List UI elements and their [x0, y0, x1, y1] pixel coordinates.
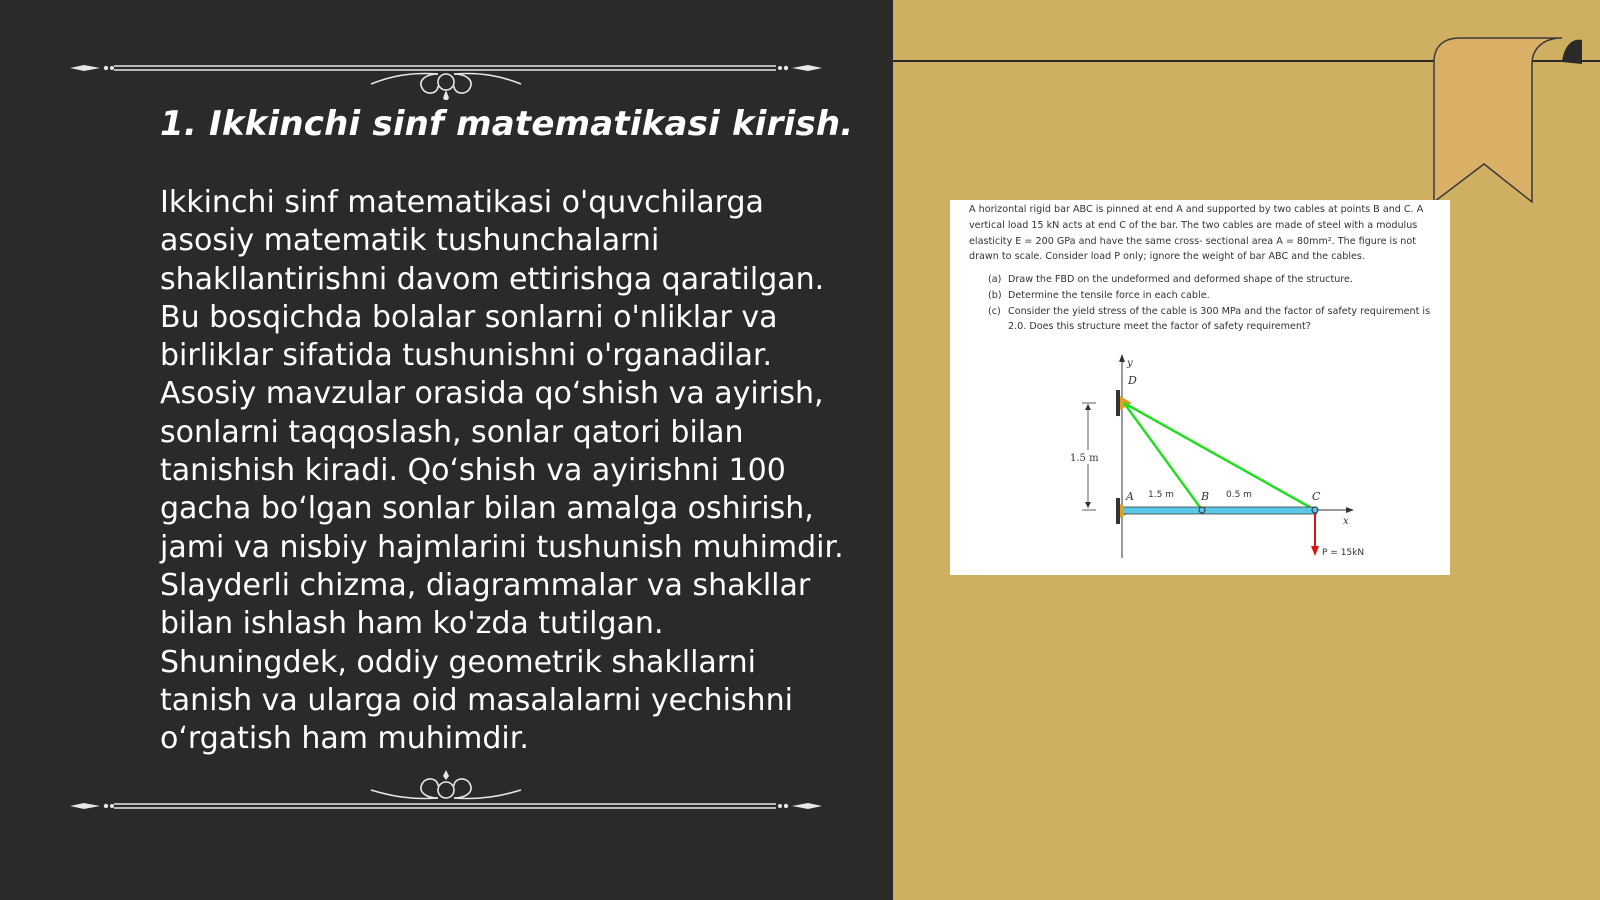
y-axis-label: y	[1127, 358, 1133, 369]
point-b-label: B	[1201, 490, 1210, 503]
load-label: P = 15kN	[1322, 548, 1365, 558]
slide-body-text: Ikkinchi sinf matematikasi o'quvchilarga asosiy matematik tushunchalarni shakllantirishni davom ettirishga qaratilgan. Bu bosqichda bolalar sonlarni o'nliklar va birliklar sifatida tushunishni o'rganadilar. Asosiy mavzular orasida qo‘shish va ayirish, sonlarni taqqoslash, sonlar qatori bilan tanishish kiradi. Qo‘shish va ayirishni 100 gacha bo‘lgan sonlar bilan amalga oshirish, jami va nisbiy hajmlarini tushunish muhimdir. Slayderli chizma, diagrammalar va shakllar bilan ishlash ham ko'zda tutilgan. Shuningdek, oddiy geometrik shakllarni tanish va ularga oid masalalarni yechishni o‘rgatish ham muhimdir.	[160, 185, 844, 757]
point-c-label: C	[1312, 490, 1321, 503]
dimension-ab: 1.5 m	[1148, 490, 1174, 500]
engineering-problem-figure	[950, 200, 1450, 575]
structure-diagram	[950, 340, 1450, 575]
x-axis-label: x	[1343, 516, 1349, 527]
bookmark-ribbon-icon	[1432, 34, 1582, 204]
x-axis-arrow	[1346, 507, 1354, 513]
rigid-bar-abc	[1124, 507, 1317, 514]
wall-support-a	[1116, 498, 1120, 524]
problem-statement: A horizontal rigid bar ABC is pinned at end A and supported by two cables at points B and C. A vertical load 15 kN acts at end C of the bar. The two cables are made of steel with a modulus elasticity E = 200 GPa and have the same cross- sectional area A = 80mm². The figure is not drawn to scale. Consider load P only; ignore the weight of bar ABC and the cables.	[969, 204, 1424, 263]
load-arrowhead	[1311, 546, 1319, 556]
dimension-height: 1.5 m	[1070, 453, 1099, 464]
slide-title: 1. Ikkinchi sinf matematikasi kirish.	[160, 104, 854, 144]
bottom-divider-ornament	[66, 770, 826, 830]
question-item: (c) Consider the yield stress of the cable is 300 MPa and the factor of safety requirement is 2.0. Does this structure meet the factor of safety requirement?	[988, 305, 1431, 333]
question-list	[988, 272, 1438, 335]
point-d-label: D	[1128, 374, 1137, 387]
question-item: (a) Draw the FBD on the undeformed and deformed shape of the structure.	[988, 274, 1353, 285]
wall-support-d	[1116, 390, 1120, 416]
top-divider-ornament	[66, 40, 826, 100]
y-axis-arrow	[1119, 354, 1125, 362]
question-item: (b) Determine the tensile force in each cable.	[988, 289, 1210, 301]
point-a-label: A	[1126, 490, 1134, 503]
dimension-bc: 0.5 m	[1226, 490, 1252, 500]
